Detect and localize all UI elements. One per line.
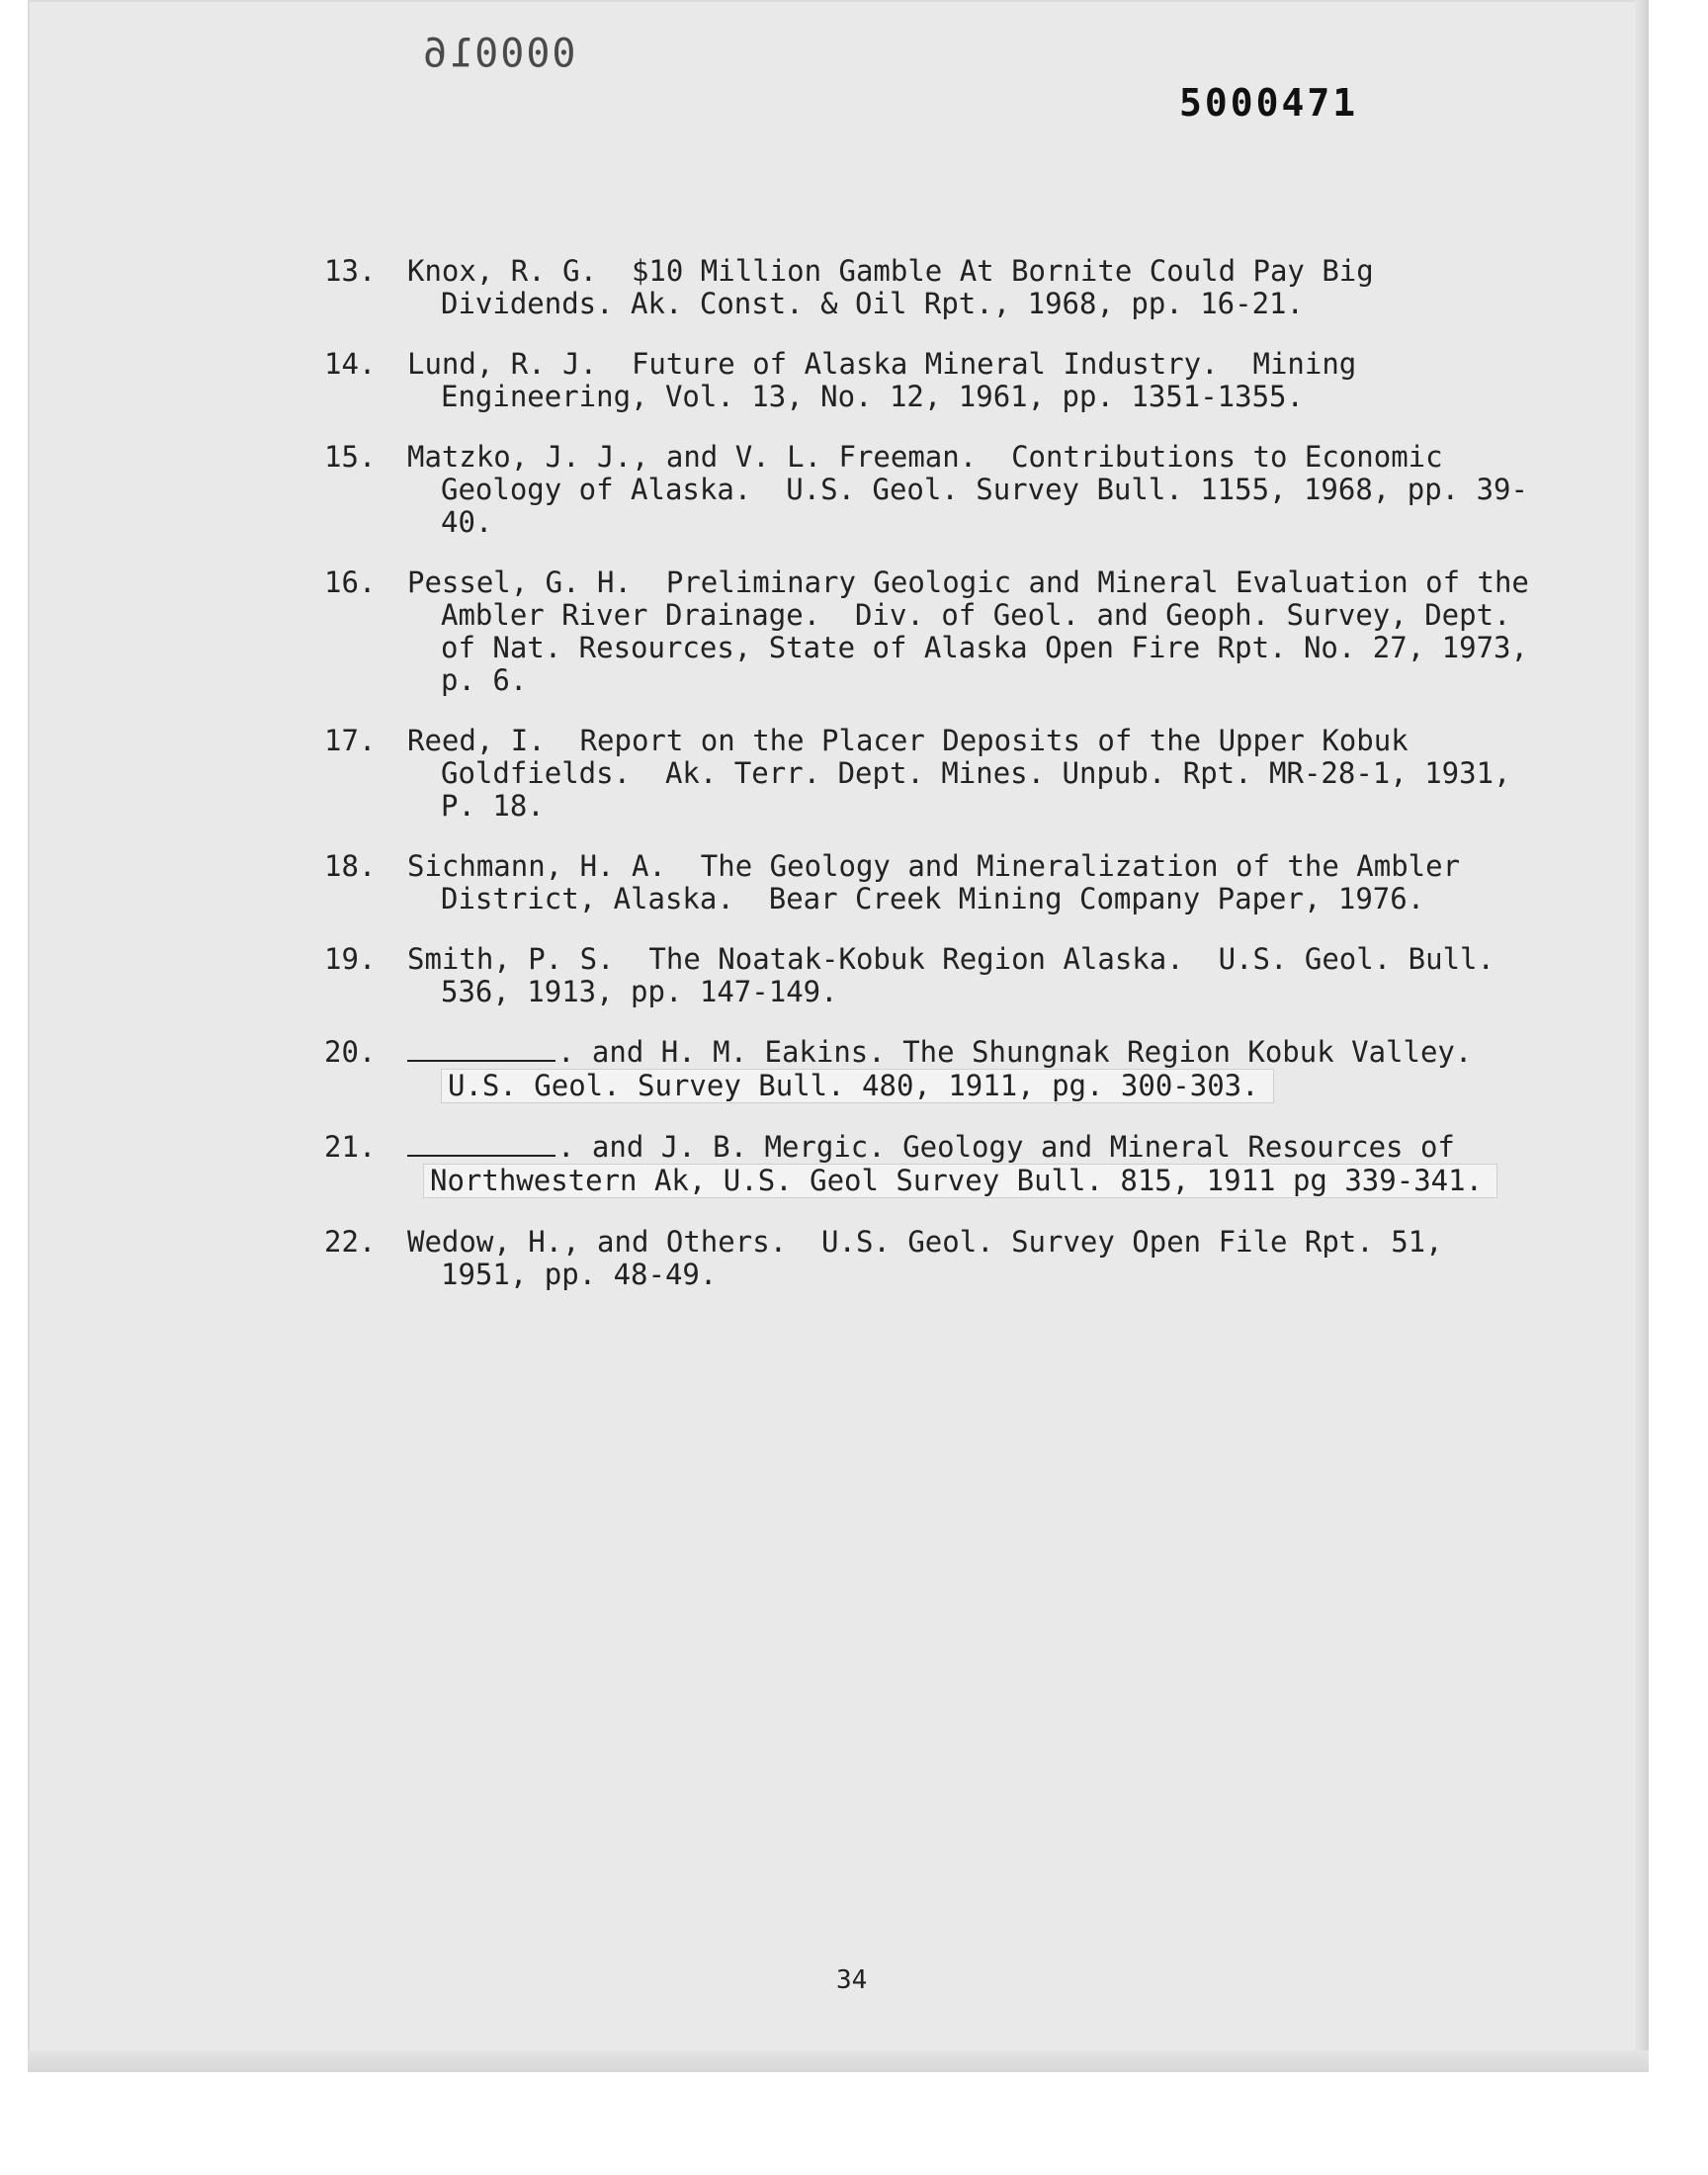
reference-list: [324, 254, 1547, 1319]
reference-text: Lund, R. J. Future of Alaska Mineral Industry. Mining Engineering, Vol. 13, No. 12, 1961, pp. 1351-1355.: [407, 347, 1374, 413]
reference-item: [324, 725, 1530, 823]
pasted-correction-strip: U.S. Geol. Survey Bull. 480, 1911, pg. 300-303.: [441, 1069, 1274, 1103]
reference-number: 14.: [324, 347, 377, 381]
reference-text: Knox, R. G. $10 Million Gamble At Bornite Could Pay Big Dividends. Ak. Const. & Oil Rpt., 1968, pp. 16-21.: [407, 254, 1392, 320]
reference-item: [324, 850, 1530, 915]
reference-item: [324, 943, 1530, 1008]
reference-item: [324, 1036, 1530, 1103]
ditto-underline: [407, 1131, 555, 1157]
reference-item: [324, 1131, 1530, 1198]
reference-item: [324, 255, 1530, 320]
reference-number: 19.: [324, 942, 377, 976]
reference-number: 22.: [324, 1225, 377, 1259]
reference-text: Reed, I. Report on the Placer Deposits of the Upper Kobuk Goldfields. Ak. Terr. Dept. Mines. Unpub. Rpt. MR-28-1, 1931, P. 18.: [407, 724, 1528, 823]
reference-number: 13.: [324, 254, 377, 288]
document-number-stamp: 5000471: [1179, 81, 1359, 125]
reference-text: . and H. M. Eakins. The Shungnak Region Kobuk Valley.: [557, 1035, 1473, 1069]
reference-number: 17.: [324, 724, 377, 757]
reference-text: Pessel, G. H. Preliminary Geologic and Mineral Evaluation of the Ambler River Drainage. Div. of Geol. and Geoph. Survey, Dept. of Nat. Resources, State of Alaska Open Fire Rpt. No. 27, 1973, p. 6.: [407, 566, 1547, 697]
reference-text: Sichmann, H. A. The Geology and Mineralization of the Ambler District, Alaska. Bear Creek Mining Company Paper, 1976.: [407, 849, 1478, 915]
reference-text: Smith, P. S. The Noatak-Kobuk Region Alaska. U.S. Geol. Bull. 536, 1913, pp. 147-149.: [407, 942, 1512, 1008]
pasted-correction-strip: Northwestern Ak, U.S. Geol Survey Bull. 815, 1911 pg 339-341.: [423, 1164, 1497, 1198]
mirrored-stamp: 9Ɩ0000: [423, 28, 578, 73]
reference-item: [324, 566, 1547, 697]
reference-text: Wedow, H., and Others. U.S. Geol. Survey Open File Rpt. 51, 1951, pp. 48-49.: [407, 1225, 1461, 1291]
reference-item: [324, 1226, 1530, 1291]
reference-item: [324, 348, 1530, 413]
reference-text: Matzko, J. J., and V. L. Freeman. Contributions to Economic Geology of Alaska. U.S. Geol. Survey Bull. 1155, 1968, pp. 39-40.: [407, 440, 1528, 539]
reference-number: 15.: [324, 440, 377, 474]
page-number: 34: [836, 1965, 868, 1995]
reference-number: 20.: [324, 1035, 377, 1069]
reference-number: 16.: [324, 566, 377, 599]
reference-number: 21.: [324, 1130, 377, 1164]
reference-item: [324, 441, 1530, 539]
reference-text: . and J. B. Mergic. Geology and Mineral Resources of: [557, 1130, 1455, 1164]
document-page: [28, 0, 1649, 2072]
page-edge-bottom: [28, 2050, 1649, 2072]
reference-number: 18.: [324, 849, 377, 883]
page-edge-right: [1635, 0, 1649, 2072]
ditto-underline: [407, 1036, 555, 1062]
